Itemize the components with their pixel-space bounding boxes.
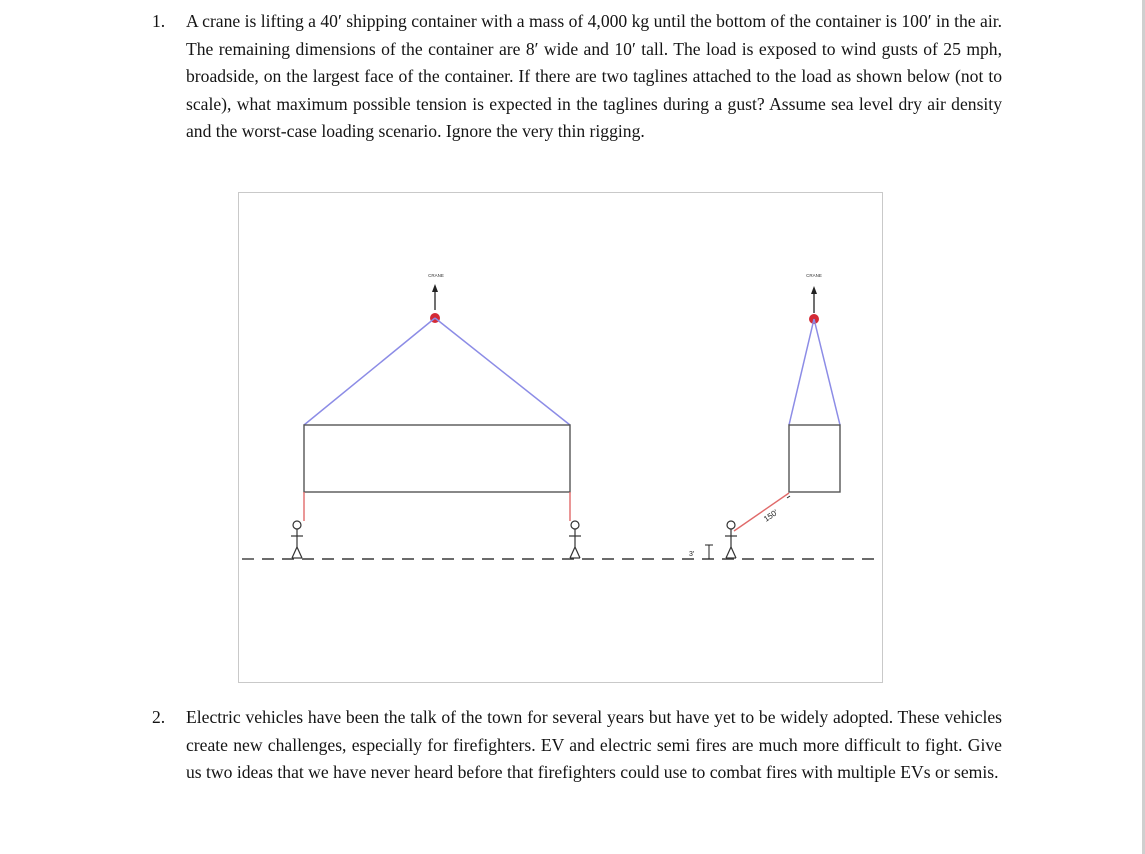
tagline-length-label: 150′	[762, 507, 780, 524]
question-2	[152, 704, 1012, 824]
height-label: 3′	[689, 551, 695, 558]
tagline-diagonal	[734, 493, 789, 531]
person-icon-3	[725, 521, 737, 558]
crane-arrow-head-right	[811, 286, 817, 294]
person-icon-2	[569, 521, 581, 558]
container-end-view	[789, 425, 840, 492]
container-side-view	[304, 425, 570, 492]
question-2-number: 2.	[152, 707, 166, 727]
crane-diagram	[238, 192, 883, 683]
tagline-dimension-tick	[787, 496, 790, 498]
crane-diagram-svg	[239, 193, 882, 682]
rigging-left-b	[435, 318, 570, 425]
question-1-number: 1.	[152, 11, 166, 31]
question-2-text: Electric vehicles have been the talk of the town for several years but have yet to be widely adopted. These vehicles create new challenges, especially for firefighters. EV and electric semi fires are much more difficult to fight. Give us two ideas that we have never heard before that firefighters could use to combat fires with multiple EVs or semis.	[186, 707, 1002, 783]
rigging-right-b	[814, 319, 840, 425]
crane-arrow-head-left	[432, 284, 438, 292]
rigging-left-a	[304, 318, 435, 425]
person-icon-1	[291, 521, 303, 558]
question-1	[152, 8, 1012, 178]
crane-label-right: CRANE	[806, 273, 822, 278]
crane-label-left: CRANE	[428, 273, 444, 278]
rigging-right-a	[789, 319, 814, 425]
question-1-text: A crane is lifting a 40′ shipping container with a mass of 4,000 kg until the bottom of the container is 100′ in the air. The remaining dimensions of the container are 8′ wide and 10′ tall. The load is exposed to wind gusts of 25 mph, broadside, on the largest face of the container. If there are two taglines attached to the load as shown below (not to scale), what maximum possible tension is expected in the taglines during a gust? Assume sea level dry air density and the worst-case loading scenario. Ignore the very thin rigging.	[186, 11, 1002, 142]
